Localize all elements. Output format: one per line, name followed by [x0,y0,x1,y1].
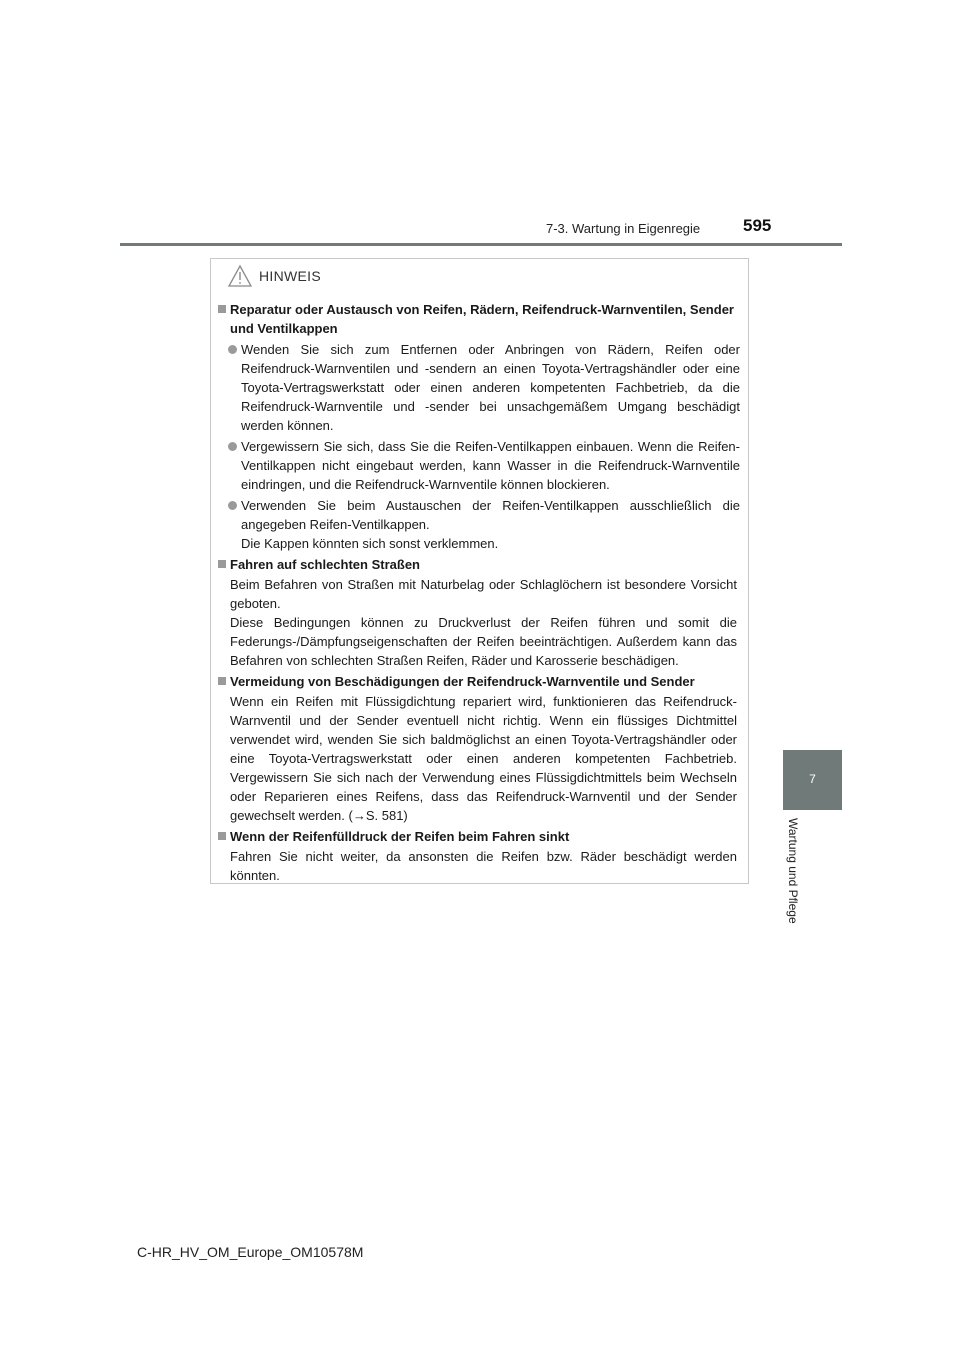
section-heading-text: Reparatur oder Austausch von Reifen, Rädern, Reifendruck-Warnventilen, Sender und Ventilkappen [230,302,734,336]
header-section-title: 7-3. Wartung in Eigenregie [546,221,701,236]
square-bullet-icon [218,560,226,568]
notice-header [227,263,321,289]
section-heading [218,300,740,338]
paragraph [230,847,737,885]
section-heading [218,827,740,846]
chapter-side-tab [783,750,842,810]
circle-bullet-icon [228,345,237,354]
paragraph-line: Fahren Sie nicht weiter, da ansonsten die Reifen bzw. Räder beschädigt werden könnten. [230,849,737,883]
page-number: 595 [743,216,772,235]
square-bullet-icon [218,677,226,685]
square-bullet-icon [218,305,226,313]
paragraph [230,575,737,670]
circle-bullet-icon [228,442,237,451]
square-bullet-icon [218,832,226,840]
bullet-item [228,496,740,553]
warning-triangle-icon [227,264,253,288]
notice-section-repair [218,300,740,553]
notice-section-sensor-damage [218,672,740,825]
circle-bullet-icon [228,501,237,510]
bullet-item [228,437,740,494]
chapter-side-label [782,818,812,938]
section-heading-text: Vermeidung von Beschädigungen der Reifendruck-Warnventile und Sender [230,674,695,689]
notice-section-bad-roads [218,555,740,670]
bullet-text: Wenden Sie sich zum Entfernen oder Anbringen von Rädern, Reifen oder Reifendruck-Warnventilen und -sendern an einen Toyota-Vertragshändler oder eine Toyota-Vertragswerkstatt oder einen anderen kompetenten Fachbetrieb, da die Reifendruck-Warnventile und -sender bei unsachgemäßem Umgang beschädigt werden können. [241,342,740,433]
notice-box [210,258,749,884]
bullet-text-line: Die Kappen könnten sich sonst verklemmen. [241,536,499,551]
header-rule [120,243,842,246]
bullet-text: Vergewissern Sie sich, dass Sie die Reifen-Ventilkappen einbauen. Wenn die Reifen-Ventilkappen nicht eingebaut werden, kann Wasser in die Reifendruck-Warnventile eindringen, und die Reifendruck-Warnventile können blockieren. [241,439,740,492]
footer-document-code: C-HR_HV_OM_Europe_OM10578M [137,1244,364,1260]
chapter-number: 7 [809,772,816,786]
section-heading [218,672,740,691]
notice-section-pressure-drop [218,827,740,885]
bullet-item [228,340,740,435]
section-heading [218,555,740,574]
bullet-text-line: Verwenden Sie beim Austauschen der Reifen-Ventilkappen ausschließlich die angegeben Reifen-Ventilkappen. [241,498,740,532]
section-heading-text: Wenn der Reifenfülldruck der Reifen beim Fahren sinkt [230,829,570,844]
paragraph-line: Diese Bedingungen können zu Druckverlust der Reifen führen und somit die Federungs-/Dämpfungseigenschaften der Reifen beeinträchtigen. Außerdem kann das Befahren von schlechten Straßen Reifen, Räder und Karosserie beschädigen. [230,615,737,668]
paragraph-line: Beim Befahren von Straßen mit Naturbelag oder Schlaglöchern ist besondere Vorsicht geboten. [230,577,737,611]
paragraph [230,692,737,825]
notice-content [211,299,748,887]
notice-title: HINWEIS [259,268,321,284]
chapter-title: Wartung und Pflege [786,818,800,924]
bullet-text [241,496,740,553]
section-heading-text: Fahren auf schlechten Straßen [230,557,420,572]
paragraph-line: Wenn ein Reifen mit Flüssigdichtung repariert wird, funktionieren das Reifendruck-Warnventil und der Sender eventuell nicht richtig. Wenn ein flüssiges Dichtmittel verwendet wird, wenden Sie sich baldmöglichst an einen Toyota-Vertragshändler oder eine Toyota-Vertragswerkstatt oder einen anderen kompetenten Fachbetrieb. Vergewissern Sie sich nach der Verwendung eines Flüssigdichtmittels beim Wechseln oder Reparieren eines Reifens, dass das Reifendruck-Warnventil und der Sender gewechselt werden. (→S. 581) [230,694,737,823]
